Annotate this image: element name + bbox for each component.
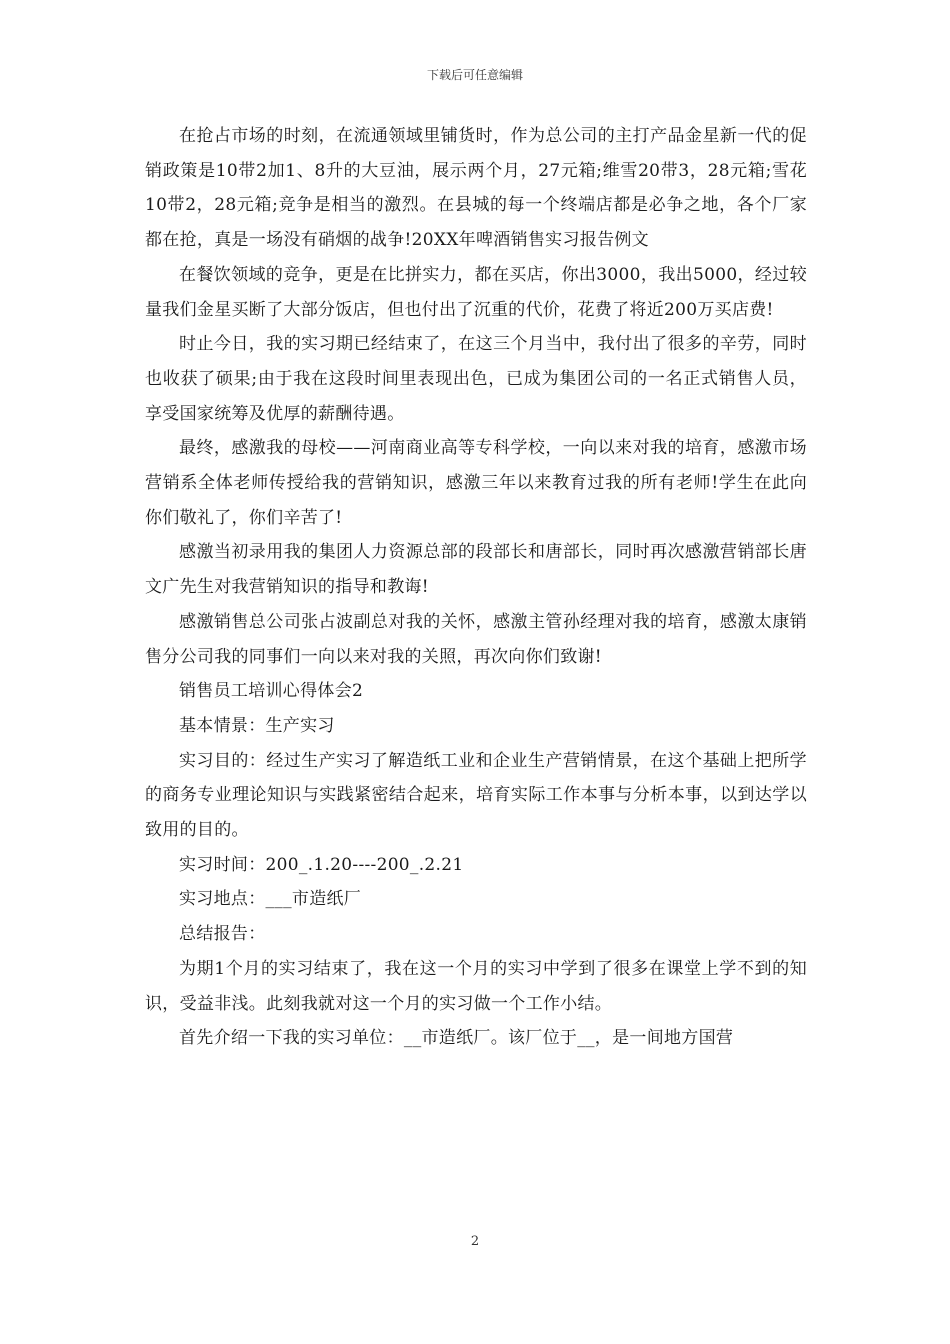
paragraph: 感激当初录用我的集团人力资源总部的段部长和唐部长，同时再次感激营销部长唐文广先生对我营销知识的指导和教诲! (145, 542, 807, 598)
paragraph: 在抢占市场的时刻，在流通领域里铺货时，作为总公司的主打产品金星新一代的促销政策是10带2加1、8升的大豆油，展示两个月，27元箱;维雪20带3，28元箱;雪花10带2，28元箱;竞争是相当的激烈。在县城的每一个终端店都是必争之地，各个厂家都在抢，真是一场没有硝烟的战争!20XX年啤酒销售实习报告例文 (145, 126, 807, 251)
paragraph: 在餐饮领域的竞争，更是在比拼实力，都在买店，你出3000，我出5000，经过较量我们金星买断了大部分饭店，但也付出了沉重的代价，花费了将近200万买店费! (145, 264, 807, 320)
paragraph: 时止今日，我的实习期已经结束了，在这三个月当中，我付出了很多的辛劳，同时也收获了硕果;由于我在这段时间里表现出色，已成为集团公司的一名正式销售人员，享受国家统筹及优厚的薪酬待遇。 (145, 334, 807, 424)
paragraph: 为期1个月的实习结束了，我在这一个月的实习中学到了很多在课堂上学不到的知识，受益非浅。此刻我就对这一个月的实习做一个工作小结。 (145, 958, 807, 1014)
section-heading: 销售员工培训心得体会2 (179, 681, 364, 702)
paragraph: 首先介绍一下我的实习单位：__市造纸厂。该厂位于__，是一间地方国营 (179, 1028, 734, 1049)
paragraph: 实习时间：200_.1.20----200_.2.21 (179, 854, 464, 875)
paragraph: 基本情景：生产实习 (179, 715, 335, 736)
page-header: 下载后可任意编辑 (426, 68, 523, 82)
paragraph: 实习目的：经过生产实习了解造纸工业和企业生产营销情景，在这个基础上把所学的商务专业理论知识与实践紧密结合起来，培育实际工作本事与分析本事，以到达学以致用的目的。 (145, 750, 807, 841)
paragraph: 总结报告： (179, 924, 266, 945)
paragraph: 感激销售总公司张占波副总对我的关怀，感激主管孙经理对我的培育，感激太康销售分公司我的同事们一向以来对我的关照，再次向你们致谢! (145, 611, 807, 667)
document-body (145, 119, 807, 1056)
paragraph: 最终，感激我的母校——河南商业高等专科学校，一向以来对我的培育，感激市场营销系全体老师传授给我的营销知识，感激三年以来教育过我的所有老师!学生在此向你们敬礼了，你们辛苦了! (145, 438, 807, 528)
page-number: 2 (470, 1234, 480, 1249)
paragraph: 实习地点：___市造纸厂 (179, 889, 362, 910)
